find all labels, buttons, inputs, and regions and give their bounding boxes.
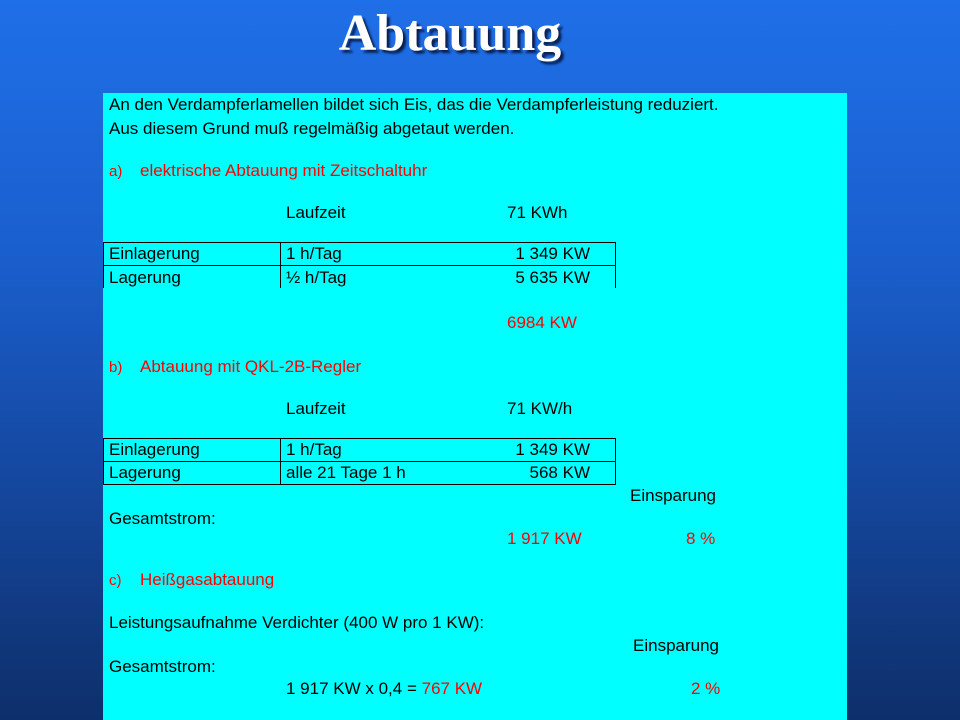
- section-b-heading: Abtauung mit QKL-2B-Regler: [140, 357, 362, 376]
- section-a-laufzeit-label: Laufzeit: [286, 203, 346, 222]
- section-a-heading: elektrische Abtauung mit Zeitschaltuhr: [140, 161, 428, 180]
- section-b-laufzeit-value: 71 KW/h: [507, 399, 573, 418]
- section-c-result: 767 KW: [421, 679, 483, 698]
- intro-line-1: An den Verdampferlamellen bildet sich Eis, das die Verdampferleistung reduziert.: [109, 95, 719, 114]
- section-a-row-2-label: Lagerung: [109, 268, 181, 287]
- section-b-row-2-time: alle 21 Tage 1 h: [286, 463, 406, 482]
- section-b-gesamtstrom-value: 1 917 KW: [507, 529, 582, 548]
- section-b-marker: b): [109, 359, 123, 376]
- section-b-gesamtstrom-label: Gesamtstrom:: [109, 509, 216, 528]
- section-a-row-2-value: 5 635 KW: [515, 268, 590, 287]
- section-a-marker: a): [109, 163, 123, 180]
- intro-line-2: Aus diesem Grund muß regelmäßig abgetaut werden.: [109, 119, 515, 138]
- section-b-row-1-value: 1 349 KW: [515, 440, 590, 459]
- section-b-einsparung-label: Einsparung: [630, 486, 717, 505]
- section-b-einsparung-value: 8 %: [686, 529, 716, 548]
- section-b-row-2-label: Lagerung: [109, 463, 181, 482]
- section-c-leistung-text: Leistungsaufnahme Verdichter (400 W pro 1 KW):: [109, 613, 485, 632]
- section-a-laufzeit-value: 71 KWh: [507, 203, 568, 222]
- section-b-laufzeit-label: Laufzeit: [286, 399, 346, 418]
- section-c-formula-text: 1 917 KW x 0,4 =: [286, 679, 417, 698]
- section-b-row-1-time: 1 h/Tag: [286, 440, 342, 459]
- section-c-einsparung-value: 2 %: [691, 679, 721, 698]
- section-c-einsparung-label: Einsparung: [633, 636, 720, 655]
- section-b-row-2-value: 568 KW: [529, 463, 590, 482]
- section-c-marker: c): [109, 572, 122, 589]
- section-a-row-1-value: 1 349 KW: [515, 244, 590, 263]
- section-a-row-1-time: 1 h/Tag: [286, 244, 342, 263]
- slide-title: Abtauung: [338, 5, 562, 62]
- section-b-row-1-label: Einlagerung: [109, 440, 200, 459]
- content-panel: [103, 93, 847, 720]
- section-a-row-2-time: ½ h/Tag: [286, 268, 347, 287]
- section-a-total: 6984 KW: [507, 313, 577, 332]
- section-c-gesamtstrom-label: Gesamtstrom:: [109, 657, 216, 676]
- section-a-row-1-label: Einlagerung: [109, 244, 200, 263]
- section-c-heading: Heißgasabtauung: [140, 570, 275, 589]
- section-c-formula: [286, 679, 482, 699]
